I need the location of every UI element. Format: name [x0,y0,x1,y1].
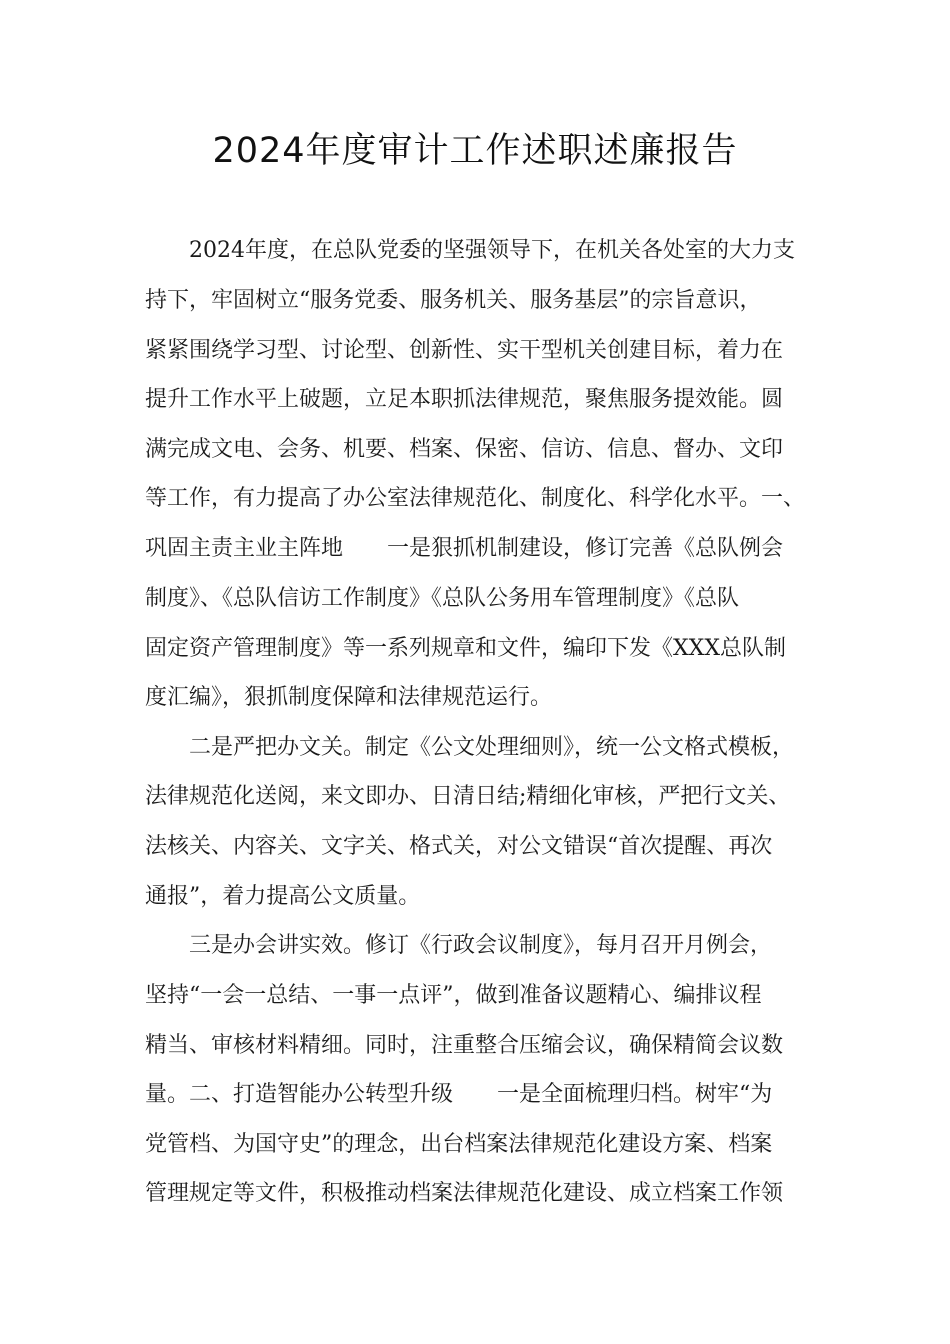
body-line: 管理规定等文件，积极推动档案法律规范化建设、成立档案工作领 [145,1181,784,1206]
body-line: 固定资产管理制度》等一系列规章和文件，编印下发《XXX总队制 [145,636,786,661]
body-line: 度汇编》，狠抓制度保障和法律规范运行。 [145,685,553,710]
body-line: 巩固主责主业主阵地 一是狠抓机制建设，修订完善《总队例会 [145,536,784,561]
body-line: 提升工作水平上破题，立足本职抓法律规范，聚焦服务提效能。圆 [145,387,784,412]
body-line: 满完成文电、会务、机要、档案、保密、信访、信息、督办、文印 [145,437,784,462]
body-line: 持下，牢固树立“服务党委、服务机关、服务基层”的宗旨意识， [145,288,762,313]
document-title: 2024年度审计工作述职述廉报告 [212,131,738,171]
body-line: 制度》、《总队信访工作制度》《总队公务用车管理制度》《总队 [145,586,740,611]
body-line: 二是严把办文关。制定《公文处理细则》，统一公文格式模板， [145,735,795,760]
body-line: 通报”，着力提高公文质量。 [145,884,421,909]
body-line: 三是办会讲实效。修订《行政会议制度》，每月召开月例会， [145,933,773,958]
body-line: 2024年度，在总队党委的坚强领导下，在机关各处室的大力支 [145,238,795,263]
body-line: 法核关、内容关、文字关、格式关，对公文错误“首次提醒、再次 [145,834,773,859]
body-line: 等工作，有力提高了办公室法律规范化、制度化、科学化水平。一、 [145,486,806,511]
body-line: 法律规范化送阅，来文即办、日清日结;精细化审核，严把行文关、 [145,784,791,809]
body-line: 坚持“一会一总结、一事一点评”，做到准备议题精心、编排议程 [145,983,762,1008]
body-line: 紧紧围绕学习型、讨论型、创新性、实干型机关创建目标，着力在 [145,338,784,363]
body-line: 精当、审核材料精细。同时，注重整合压缩会议，确保精简会议数 [145,1033,784,1058]
body-line: 量。二、打造智能办公转型升级 一是全面梳理归档。树牢“为 [145,1082,773,1107]
body-line: 党管档、为国守史”的理念，出台档案法律规范化建设方案、档案 [145,1132,773,1157]
